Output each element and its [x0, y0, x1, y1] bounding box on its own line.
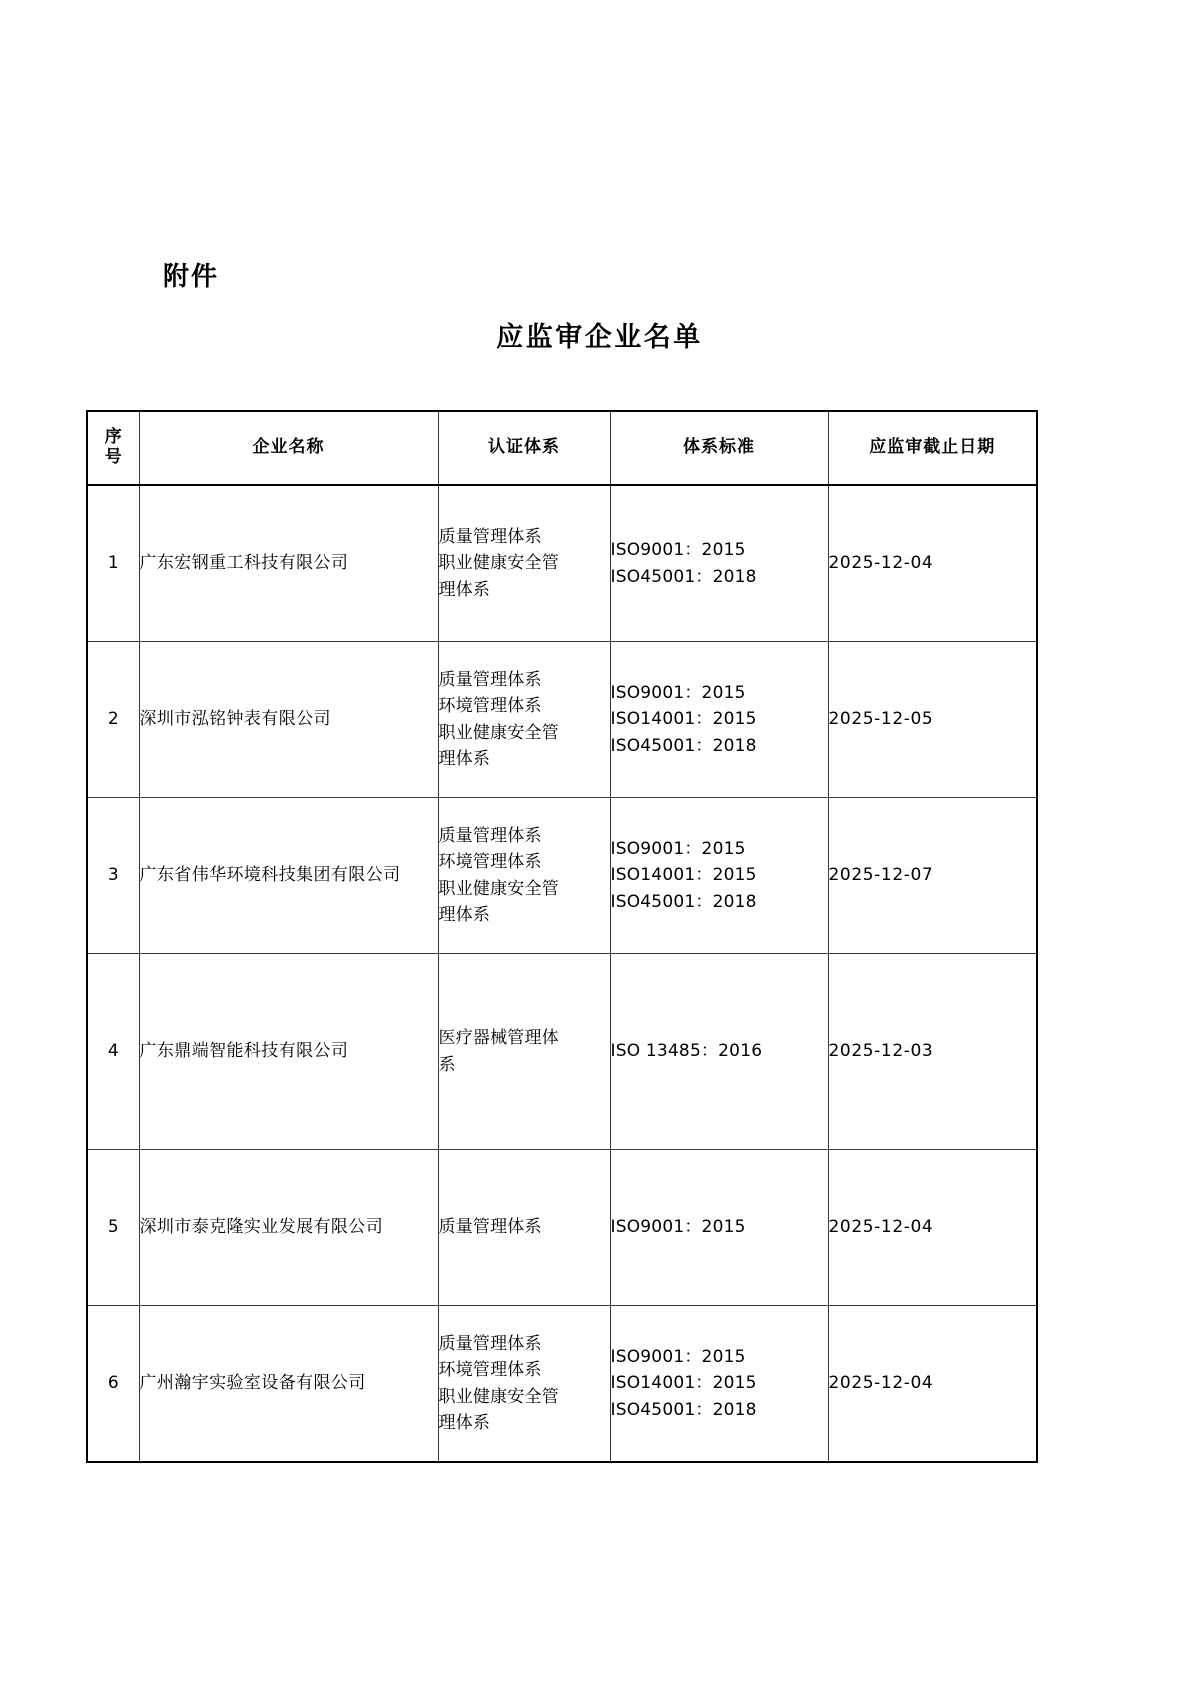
cell-deadline: 2025-12-05 — [828, 642, 1037, 798]
system-standard-line: ISO9001：2015 — [610, 682, 746, 703]
cell-certification-system-lines — [439, 667, 610, 772]
cell-deadline: 2025-12-04 — [828, 1306, 1037, 1463]
cell-certification-system — [438, 954, 610, 1150]
cell-certification-system-lines — [439, 1214, 610, 1240]
cell-index: 1 — [87, 485, 139, 642]
enterprise-name-text: 广东省伟华环境科技集团有限公司 — [139, 865, 401, 886]
cell-deadline: 2025-12-04 — [828, 1150, 1037, 1306]
cell-index: 2 — [87, 642, 139, 798]
certification-system-line: 职业健康安全管 — [438, 878, 559, 899]
cell-system-standard — [610, 642, 828, 798]
table-row — [87, 798, 1037, 954]
column-header-deadline: 应监审截止日期 — [828, 411, 1037, 485]
system-standard-line: ISO9001：2015 — [610, 838, 746, 859]
certification-system-line: 环境管理体系 — [438, 852, 542, 873]
cell-enterprise-name — [139, 1150, 438, 1306]
attachment-label: 附件 — [163, 262, 220, 292]
enterprise-name-text: 广东鼎端智能科技有限公司 — [139, 1041, 349, 1062]
cell-index: 4 — [87, 954, 139, 1150]
certification-system-line: 医疗器械管理体 — [438, 1028, 559, 1049]
column-header-name: 企业名称 — [139, 411, 438, 485]
enterprise-list-table — [86, 410, 1038, 1463]
system-standard-line: ISO 13485：2016 — [610, 1041, 763, 1062]
table-header-row — [87, 411, 1037, 485]
cell-certification-system — [438, 1150, 610, 1306]
cell-system-standard — [610, 1150, 828, 1306]
column-header-index-line2: 号 — [104, 447, 122, 467]
system-standard-line: ISO14001：2015 — [610, 865, 757, 886]
column-header-index-line1: 序 — [104, 427, 122, 448]
table-row — [87, 642, 1037, 798]
certification-system-line: 系 — [438, 1054, 456, 1075]
cell-system-standard — [610, 954, 828, 1150]
cell-enterprise-name — [139, 1306, 438, 1463]
cell-index: 5 — [87, 1150, 139, 1306]
table-row — [87, 1306, 1037, 1463]
column-header-system: 认证体系 — [438, 411, 610, 485]
certification-system-line: 质量管理体系 — [438, 825, 542, 846]
cell-enterprise-name — [139, 954, 438, 1150]
cell-certification-system-lines — [439, 823, 610, 928]
cell-system-standard-lines — [611, 836, 828, 915]
cell-system-standard-lines — [611, 680, 828, 759]
enterprise-name-text: 广州瀚宇实验室设备有限公司 — [139, 1373, 366, 1394]
certification-system-line: 职业健康安全管 — [438, 722, 559, 743]
cell-deadline: 2025-12-07 — [828, 798, 1037, 954]
cell-system-standard-lines — [611, 537, 828, 590]
system-standard-line: ISO9001：2015 — [610, 1217, 746, 1238]
cell-certification-system — [438, 1306, 610, 1463]
system-standard-line: ISO14001：2015 — [610, 1373, 757, 1394]
cell-enterprise-name — [139, 485, 438, 642]
certification-system-line: 理体系 — [438, 748, 491, 769]
column-header-index — [87, 411, 139, 485]
certification-system-line: 质量管理体系 — [438, 526, 542, 547]
system-standard-line: ISO45001：2018 — [610, 891, 757, 912]
cell-certification-system — [438, 642, 610, 798]
cell-system-standard-lines — [611, 1214, 828, 1240]
cell-certification-system-lines — [439, 1025, 610, 1078]
cell-enterprise-name — [139, 798, 438, 954]
certification-system-line: 质量管理体系 — [438, 1217, 542, 1238]
certification-system-line: 职业健康安全管 — [438, 1386, 559, 1407]
enterprise-list-table-wrapper — [86, 410, 1036, 1463]
system-standard-line: ISO9001：2015 — [610, 1346, 746, 1367]
cell-system-standard — [610, 798, 828, 954]
certification-system-line: 理体系 — [438, 1412, 491, 1433]
cell-system-standard-lines — [611, 1344, 828, 1423]
cell-certification-system-lines — [439, 1331, 610, 1436]
table-body — [87, 411, 1037, 1462]
certification-system-line: 理体系 — [438, 904, 491, 925]
cell-certification-system — [438, 798, 610, 954]
cell-index: 6 — [87, 1306, 139, 1463]
table-row — [87, 954, 1037, 1150]
enterprise-name-text: 深圳市泓铭钟表有限公司 — [139, 709, 331, 730]
system-standard-line: ISO45001：2018 — [610, 566, 757, 587]
certification-system-line: 质量管理体系 — [438, 669, 542, 690]
table-row — [87, 1150, 1037, 1306]
certification-system-line: 环境管理体系 — [438, 696, 542, 717]
cell-index: 3 — [87, 798, 139, 954]
cell-enterprise-name — [139, 642, 438, 798]
certification-system-line: 质量管理体系 — [438, 1333, 542, 1354]
page-title: 应监审企业名单 — [496, 322, 703, 353]
cell-deadline: 2025-12-04 — [828, 485, 1037, 642]
cell-deadline: 2025-12-03 — [828, 954, 1037, 1150]
cell-system-standard-lines — [611, 1038, 828, 1064]
enterprise-name-text: 广东宏钢重工科技有限公司 — [139, 553, 349, 574]
column-header-standard: 体系标准 — [610, 411, 828, 485]
system-standard-line: ISO14001：2015 — [610, 709, 757, 730]
enterprise-name-text: 深圳市泰克隆实业发展有限公司 — [139, 1217, 384, 1238]
cell-system-standard — [610, 485, 828, 642]
system-standard-line: ISO9001：2015 — [610, 540, 746, 561]
system-standard-line: ISO45001：2018 — [610, 1399, 757, 1420]
cell-certification-system — [438, 485, 610, 642]
cell-system-standard — [610, 1306, 828, 1463]
certification-system-line: 职业健康安全管 — [438, 553, 559, 574]
certification-system-line: 理体系 — [438, 579, 491, 600]
certification-system-line: 环境管理体系 — [438, 1360, 542, 1381]
system-standard-line: ISO45001：2018 — [610, 735, 757, 756]
table-row — [87, 485, 1037, 642]
cell-certification-system-lines — [439, 524, 610, 603]
